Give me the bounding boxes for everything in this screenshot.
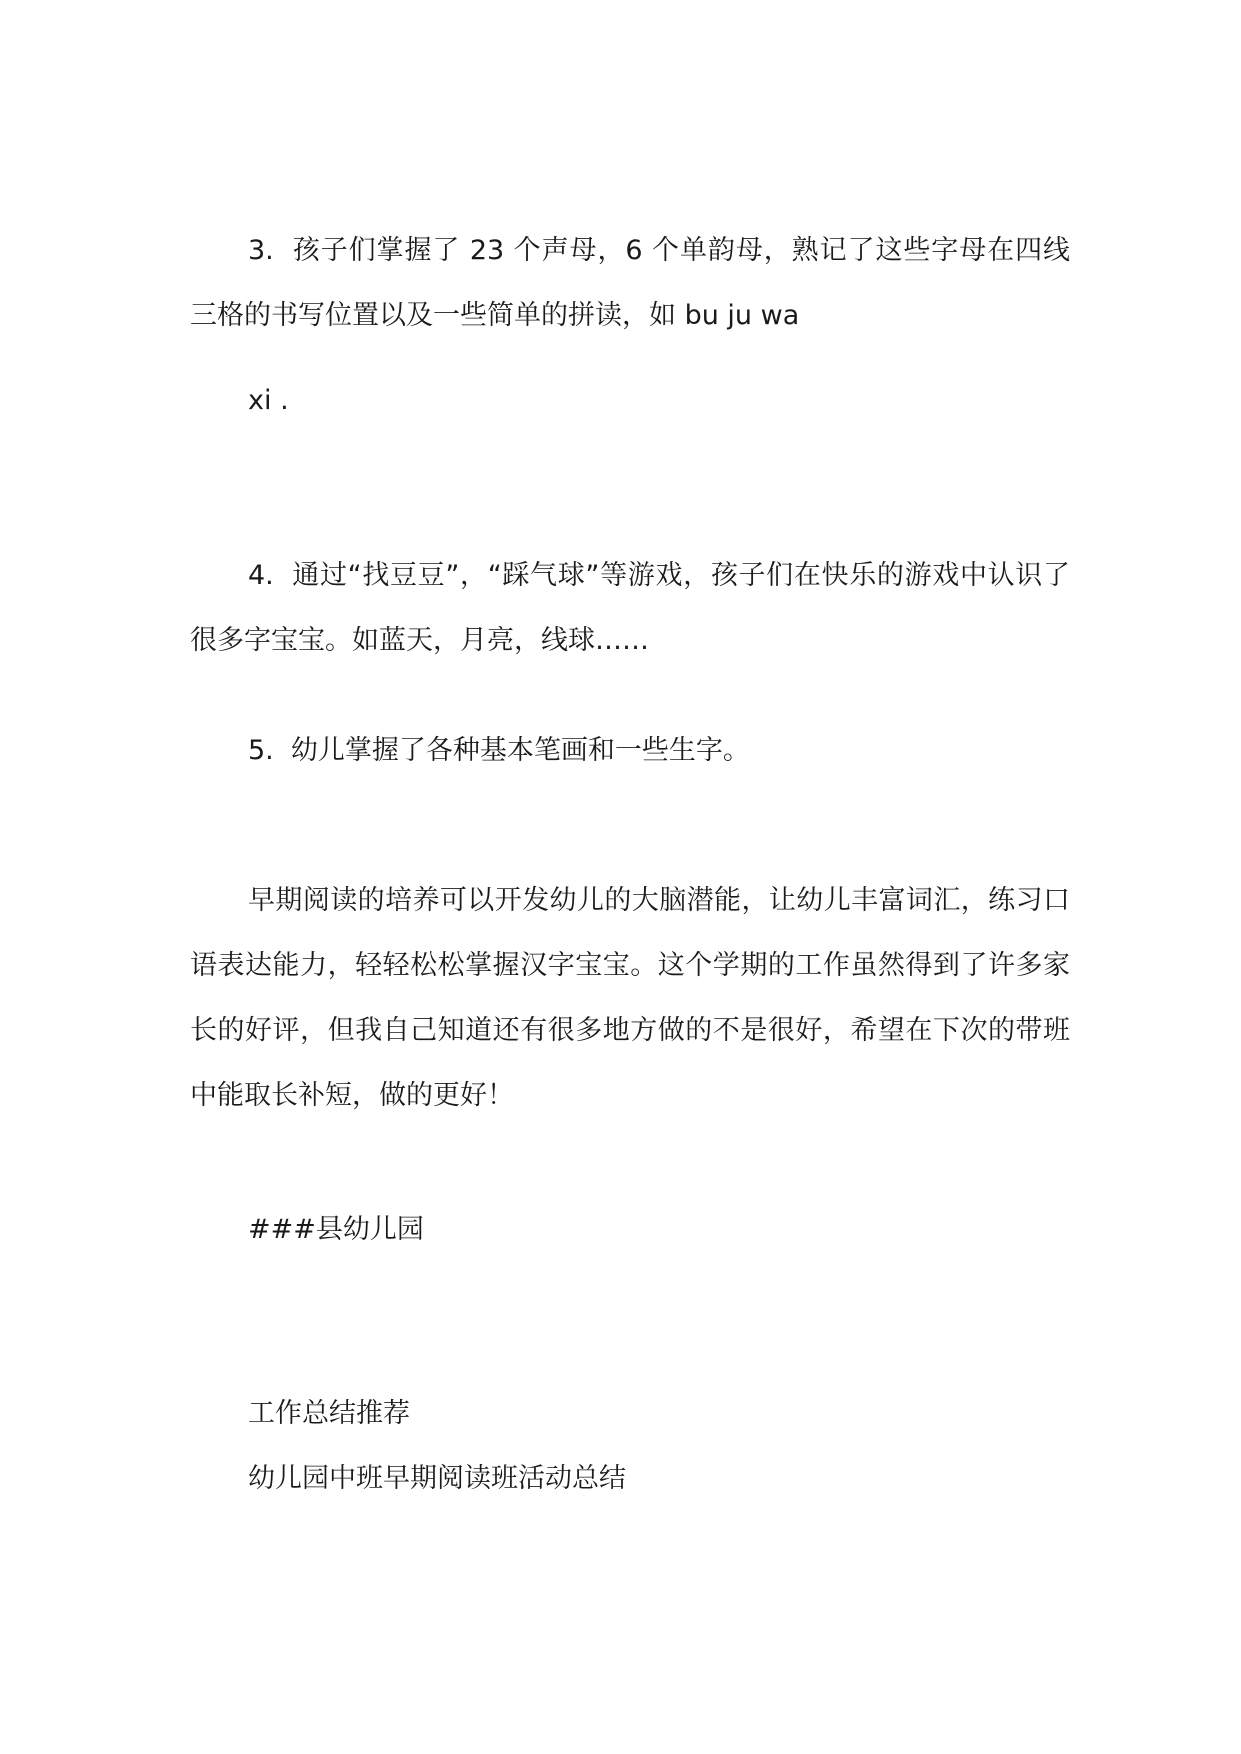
paragraph-pinyin-continuation: xi . <box>248 385 289 416</box>
paragraph-conclusion: 早期阅读的培养可以开发幼儿的大脑潜能，让幼儿丰富词汇，练习口语表达能力，轻轻松松掌握汉字宝宝。这个学期的工作虽然得到了许多家长的好评，但我自己知道还有很多地方做的不是很好，希望在下次的带班中能取长补短，做的更好！ <box>190 885 1070 1111</box>
recommend-link[interactable]: 幼儿园中班早期阅读班活动总结 <box>248 1463 626 1494</box>
signature: ###县幼儿园 <box>248 1214 424 1245</box>
recommend-heading: 工作总结推荐 <box>248 1398 410 1429</box>
paragraph-item-4: 4. 通过“找豆豆”，“踩气球”等游戏，孩子们在快乐的游戏中认识了很多字宝宝。如蓝天，月亮，线球…… <box>190 560 1070 656</box>
paragraph-item-5: 5. 幼儿掌握了各种基本笔画和一些生字。 <box>248 735 750 766</box>
paragraph-item-3: 3. 孩子们掌握了 23 个声母，6 个单韵母，熟记了这些字母在四线三格的书写位置以及一些简单的拼读，如 bu ju wa <box>190 235 1070 331</box>
